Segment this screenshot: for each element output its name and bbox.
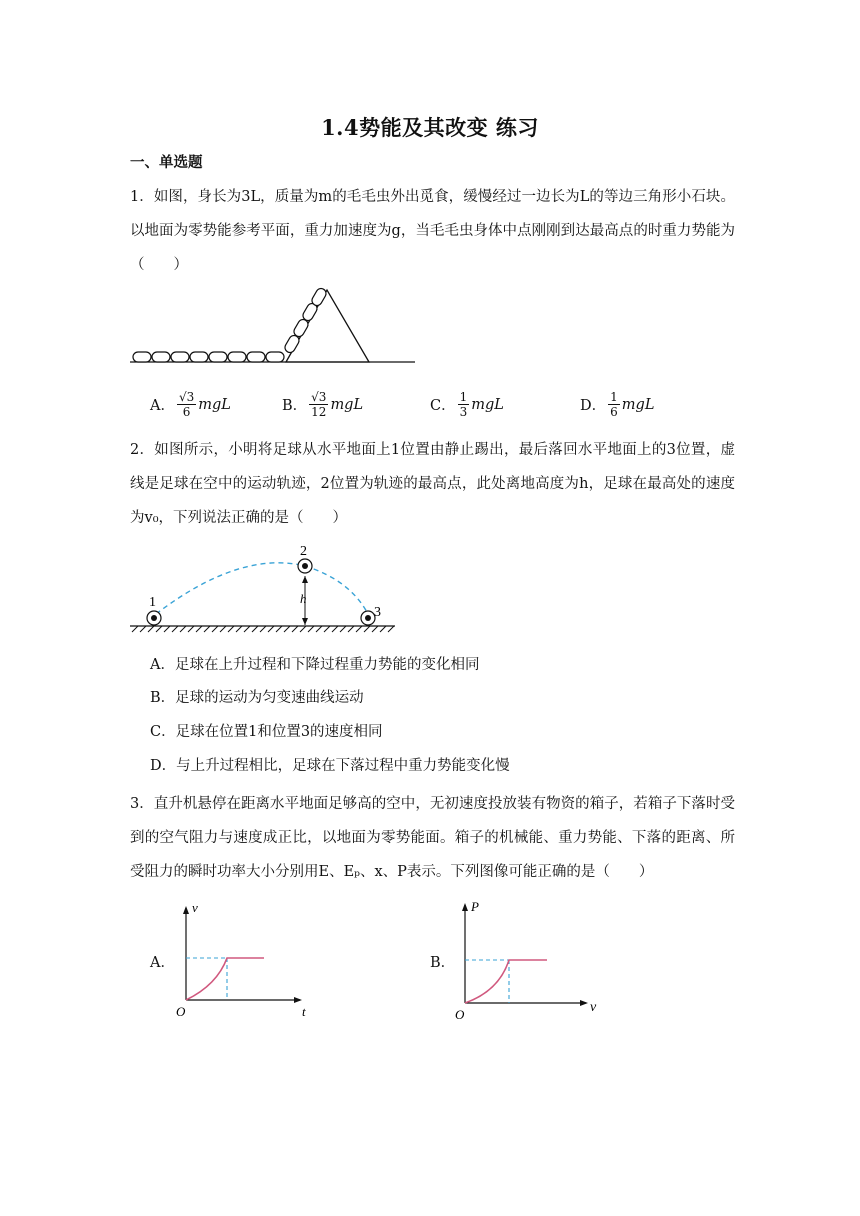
label-height: h bbox=[300, 591, 307, 606]
q3-graph-b-ylabel: P bbox=[471, 899, 479, 914]
q3-graph-a-origin: O bbox=[176, 1004, 186, 1019]
label-position-3: 3 bbox=[374, 605, 381, 620]
q2-option-d: D．与上升过程相比，足球在下落过程中重力势能变化慢 bbox=[150, 758, 510, 774]
q3-option-a-letter: A． bbox=[150, 955, 175, 971]
q3-graph-b-curve bbox=[465, 960, 547, 1003]
q3-graph-a-xlabel: t bbox=[302, 1004, 306, 1019]
football-position-1 bbox=[147, 611, 161, 625]
q2-option-c: C．足球在位置1和位置3的速度相同 bbox=[150, 724, 383, 740]
q3-graph-a-curve bbox=[186, 958, 264, 1000]
q3-option-b-letter: B． bbox=[430, 955, 456, 971]
page-title: 1.4势能及其改变 练习 bbox=[321, 115, 539, 140]
caterpillar-figure bbox=[130, 282, 420, 367]
q1-option-c: C． $\frac{1}{3}$ mgL bbox=[430, 390, 504, 419]
q2-option-a: A．足球在上升过程和下降过程重力势能的变化相同 bbox=[150, 657, 480, 673]
football-position-2 bbox=[298, 559, 312, 573]
label-position-1: 1 bbox=[149, 595, 156, 610]
question-1-text: 1．如图，身长为3L，质量为m的毛毛虫外出觅食，缓慢经过一边长为L的等边三角形小石块。以地面为零势能参考平面，重力加速度为g，当毛毛虫身体中点刚刚到达最高点的时重力势能为（ ） bbox=[130, 189, 735, 273]
q2-option-b: B．足球的运动为匀变速曲线运动 bbox=[150, 690, 364, 706]
label-position-2: 2 bbox=[300, 544, 307, 559]
trajectory-dashed-line bbox=[156, 563, 368, 614]
question-2-text: 2．如图所示，小明将足球从水平地面上1位置由静止踢出，最后落回水平地面上的3位置，虚线是足球在空中的运动轨迹，2位置为轨迹的最高点，此处离地高度为h，足球在最高处的速度为v₀，下列说法正确的是（ ） bbox=[130, 442, 735, 526]
q3-graph-b-origin: O bbox=[455, 1007, 465, 1022]
football-trajectory-figure bbox=[130, 540, 400, 635]
q3-graph-b-xlabel: v bbox=[590, 1000, 597, 1015]
football-position-3 bbox=[361, 611, 375, 625]
q3-graph-a bbox=[172, 900, 312, 1020]
section-heading: 一、单选题 bbox=[130, 154, 203, 171]
q1-option-b: B． $\frac{√3}{12}$ mgL bbox=[282, 390, 364, 419]
q1-option-d: D． $\frac{1}{6}$ mgL bbox=[580, 390, 655, 419]
q3-graph-a-ylabel: v bbox=[192, 900, 198, 915]
question-3-text: 3．直升机悬停在距离水平地面足够高的空中，无初速度投放装有物资的箱子，若箱子下落时受到的空气阻力与速度成正比，以地面为零势能面。箱子的机械能、重力势能、下落的距离、所受阻力的瞬时功率大小分别用E、Eₚ、x、P表示。下列图像可能正确的是（ ） bbox=[130, 796, 735, 880]
q1-option-a: A． $\frac{√3}{6}$ mgL bbox=[150, 390, 231, 419]
caterpillar-body bbox=[133, 287, 328, 362]
q3-graph-b bbox=[451, 897, 601, 1023]
ground-hatching bbox=[132, 626, 394, 632]
